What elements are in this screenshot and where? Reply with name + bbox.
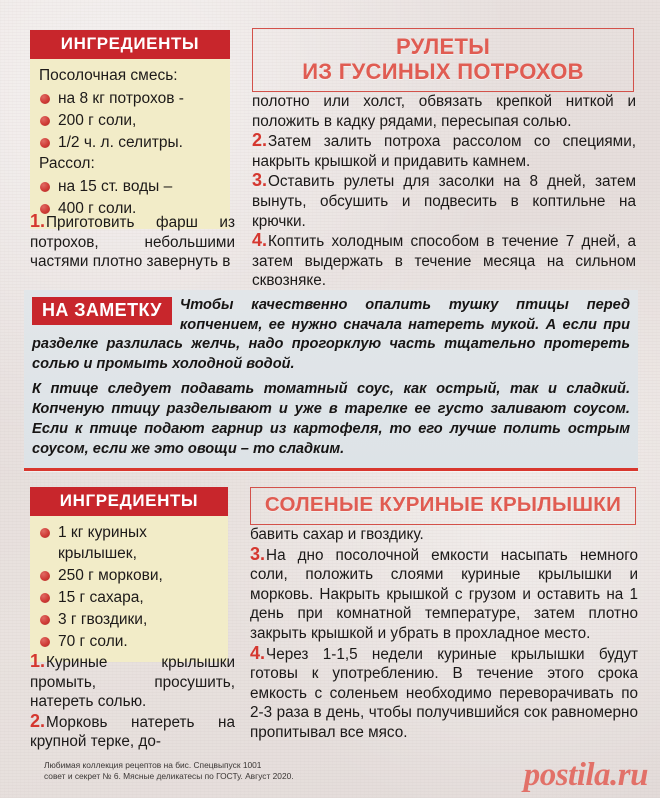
step-paragraph: 1.Куриные крылышки промыть, просушить, натереть солью. bbox=[30, 651, 235, 711]
footer-line-1: Любимая коллекция рецептов на бис. Спецвыпуск 1001 bbox=[44, 760, 262, 770]
ingredients-box-2 bbox=[30, 516, 228, 662]
recipe1-ingredients-panel bbox=[30, 30, 230, 229]
step-paragraph: 2.Морковь натереть на крупной терке, до- bbox=[30, 710, 235, 751]
step-paragraph: 4.Коптить холодным способом в течение 7 дней, а затем выдержать в течение месяца на сильном сквозняке. bbox=[252, 230, 636, 290]
recipe2-title-box bbox=[250, 487, 636, 525]
note-paragraph-2: К птице следует подавать томатный соус, как острый, так и сладкий. Копченую птицу разделывают и уже в тарелке ее густо заливают соусом. Если к птице подают гарнир из картофеля, то его лучше полить острым соусом, если же это овощи – то сладким. bbox=[32, 381, 630, 457]
step-paragraph: бавить сахар и гвоздику. bbox=[250, 526, 424, 543]
step-number: 4. bbox=[252, 230, 268, 251]
step-number: 4. bbox=[250, 642, 266, 663]
list-item bbox=[38, 176, 222, 197]
list-item bbox=[38, 522, 220, 564]
step-paragraph: 2.Затем залить потроха рассолом со специями, накрыть крышкой и придавить камнем. bbox=[252, 130, 636, 170]
recipe1-title-box bbox=[252, 28, 634, 92]
step-number: 1. bbox=[30, 211, 46, 231]
bullet-dot-icon bbox=[40, 528, 50, 538]
ingredient-text: 400 г соли. bbox=[58, 200, 137, 217]
bullet-dot-icon bbox=[40, 571, 50, 581]
list-item bbox=[38, 587, 220, 608]
bullet-dot-icon bbox=[40, 593, 50, 603]
bullet-dot-icon bbox=[40, 615, 50, 625]
recipe2-left-steps bbox=[30, 652, 235, 752]
ingredients-box-1 bbox=[30, 59, 230, 229]
step-number: 2. bbox=[30, 710, 46, 731]
list-item bbox=[38, 609, 220, 630]
bullet-dot-icon bbox=[40, 116, 50, 126]
ingredient-text: на 15 ст. воды – bbox=[58, 178, 173, 195]
postila-watermark: postila.ru bbox=[523, 757, 648, 793]
step-paragraph: 3.На дно посолочной емкости насыпать немного соли, положить слоями куриные крылышки и морковь. Накрыть крышкой с грузом и оставить на 1 день при комнатной температуре, затем плотно закрыть крышкой и убрать в прохладное место. bbox=[250, 543, 638, 642]
bullet-dot-icon bbox=[40, 182, 50, 192]
note-paragraph-1: Чтобы качественно опалить тушку птицы перед копчением, ее нужно сначала натереть мукой. А если при разделке разлилась желчь, надо прогорклую часть тщательно протереть солью и промыть холодной водой. bbox=[32, 297, 630, 372]
recipe1-left-step bbox=[30, 212, 235, 272]
ingredients-banner-1: ИНГРЕДИЕНТЫ bbox=[30, 30, 230, 59]
ingredient-text: на 8 кг потрохов - bbox=[58, 90, 184, 107]
ingredients-intro-1: Посолочная смесь: bbox=[39, 67, 178, 84]
page-title-2: СОЛЕНЫЕ КУРИНЫЕ КРЫЛЫШКИ bbox=[264, 493, 622, 516]
ingredient-text: 250 г моркови, bbox=[58, 567, 163, 584]
bullet-dot-icon bbox=[40, 138, 50, 148]
footer-line-2: совет и секрет № 6. Мясные деликатесы по ГОСТу. Август 2020. bbox=[44, 770, 294, 781]
section-divider bbox=[24, 468, 638, 471]
step-paragraph: 1.Приготовить фарш из потрохов, небольшими частями плотно завернуть в bbox=[30, 211, 235, 271]
list-item bbox=[38, 565, 220, 586]
ingredients-list-1 bbox=[38, 88, 222, 153]
note-section bbox=[24, 290, 638, 468]
step-number: 3. bbox=[250, 543, 266, 564]
step-number: 1. bbox=[30, 651, 46, 671]
page-title-line1: РУЛЕТЫ bbox=[395, 34, 491, 59]
ingredient-text: 15 г сахара, bbox=[58, 589, 144, 606]
ingredients-banner-2: ИНГРЕДИЕНТЫ bbox=[30, 487, 228, 516]
list-item bbox=[38, 110, 222, 131]
step-paragraph: полотно или холст, обвязать крепкой ниткой и положить в кадку рядами, пересыпая солью. bbox=[252, 93, 636, 130]
bullet-dot-icon bbox=[40, 637, 50, 647]
step-number: 3. bbox=[252, 170, 268, 191]
footer bbox=[44, 760, 344, 781]
step-number: 2. bbox=[252, 130, 268, 151]
recipe2-ingredients-panel bbox=[30, 487, 228, 662]
recipe1-steps bbox=[252, 92, 636, 291]
ingredient-text: 3 г гвоздики, bbox=[58, 611, 148, 628]
step-paragraph: 4.Через 1-1,5 недели куриные крылышки будут готовы к употреблению. В течение этого срока емкость с соленьем необходимо переворачивать по 2-3 раза в день, чтобы получившийся сок равномерно пропитывал все мясо. bbox=[250, 642, 638, 741]
ingredient-text: 200 г соли, bbox=[58, 112, 137, 129]
step-paragraph: 3.Оставить рулеты для засолки на 8 дней, затем вынуть, обсушить и подвесить в коптильне на крючки. bbox=[252, 170, 636, 230]
ingredient-text: 1 кг куриных крылышек, bbox=[58, 524, 147, 562]
list-item bbox=[38, 631, 220, 652]
recipe2-steps bbox=[250, 525, 638, 743]
ingredient-text: 1/2 ч. л. селитры. bbox=[58, 134, 183, 151]
list-item bbox=[38, 132, 222, 153]
ingredients-list-2 bbox=[38, 522, 220, 652]
note-banner: НА ЗАМЕТКУ bbox=[32, 297, 172, 325]
page-title-line2: ИЗ ГУСИНЫХ ПОТРОХОВ bbox=[302, 59, 584, 84]
ingredients-subhead-1: Рассол: bbox=[39, 155, 95, 172]
list-item bbox=[38, 88, 222, 109]
ingredient-text: 70 г соли. bbox=[58, 633, 128, 650]
bullet-dot-icon bbox=[40, 94, 50, 104]
